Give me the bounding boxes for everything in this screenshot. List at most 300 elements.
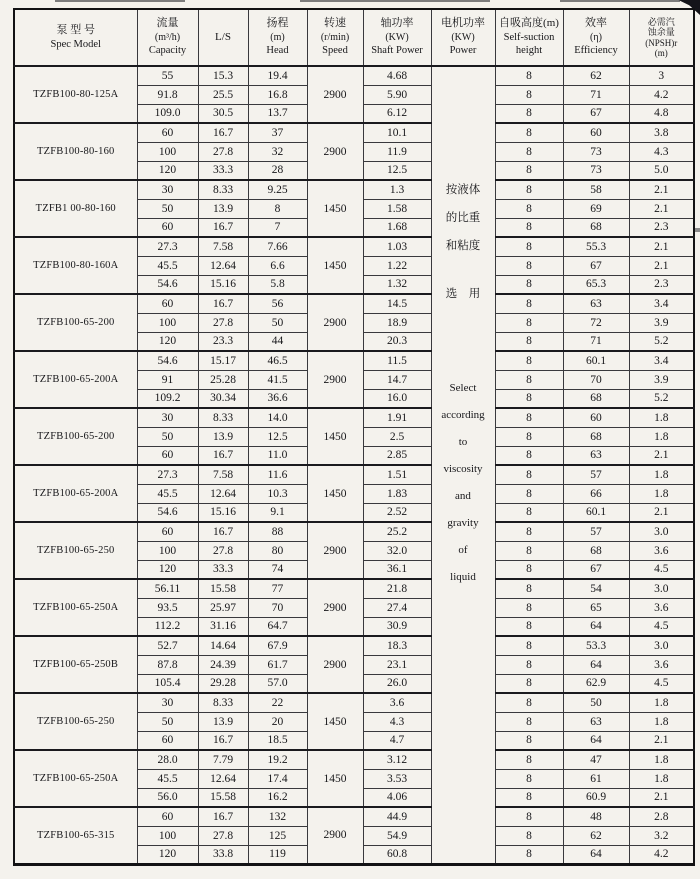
capacity-cell: 54.6 <box>137 275 198 294</box>
shaft-power-cell: 5.90 <box>363 85 431 104</box>
ls-cell: 33.3 <box>198 161 248 180</box>
header-head <box>248 9 307 66</box>
model-cell: TZFB100-65-200 <box>14 294 137 351</box>
capacity-cell: 87.8 <box>137 655 198 674</box>
speed-cell: 2900 <box>307 522 363 579</box>
power-note-zh <box>432 176 495 308</box>
ls-cell: 15.16 <box>198 503 248 522</box>
head-cell: 12.5 <box>248 427 307 446</box>
efficiency-cell: 64 <box>563 845 629 864</box>
ls-cell: 33.3 <box>198 560 248 579</box>
scan-artifact-line <box>560 0 680 2</box>
shaft-power-cell: 1.51 <box>363 465 431 484</box>
table-row <box>14 636 694 655</box>
header-model-zh: 泵 型 号 <box>56 24 95 36</box>
shaft-power-cell: 16.0 <box>363 389 431 408</box>
shaft-power-cell: 2.85 <box>363 446 431 465</box>
header-capacity-zh: 流量 <box>156 17 179 30</box>
ls-cell: 15.58 <box>198 788 248 807</box>
suction-cell: 8 <box>495 484 563 503</box>
header-head-unit: (m) <box>270 31 285 43</box>
speed-cell: 1450 <box>307 693 363 750</box>
head-cell: 44 <box>248 332 307 351</box>
shaft-power-cell: 14.5 <box>363 294 431 313</box>
model-cell: TZFB100-65-250A <box>14 579 137 636</box>
head-cell: 50 <box>248 313 307 332</box>
shaft-power-cell: 44.9 <box>363 807 431 826</box>
capacity-cell: 60 <box>137 218 198 237</box>
npsh-cell: 1.8 <box>629 693 694 712</box>
npsh-cell: 3.4 <box>629 294 694 313</box>
ls-cell: 24.39 <box>198 655 248 674</box>
efficiency-cell: 64 <box>563 731 629 750</box>
shaft-power-cell: 18.3 <box>363 636 431 655</box>
table-row <box>14 123 694 142</box>
efficiency-cell: 71 <box>563 85 629 104</box>
model-cell: TZFB100-65-250 <box>14 693 137 750</box>
shaft-power-cell: 54.9 <box>363 826 431 845</box>
ls-cell: 8.33 <box>198 180 248 199</box>
header-shaft-unit: (KW) <box>385 31 409 43</box>
ls-cell: 12.64 <box>198 484 248 503</box>
shaft-power-cell: 36.1 <box>363 560 431 579</box>
suction-cell: 8 <box>495 845 563 864</box>
efficiency-cell: 70 <box>563 370 629 389</box>
suction-cell: 8 <box>495 370 563 389</box>
header-eff-zh: 效率 <box>585 17 607 30</box>
efficiency-cell: 67 <box>563 560 629 579</box>
power-note-line: of <box>458 544 468 556</box>
speed-cell: 2900 <box>307 579 363 636</box>
ls-cell: 13.9 <box>198 199 248 218</box>
power-note-line: according <box>441 409 485 421</box>
npsh-cell: 2.1 <box>629 199 694 218</box>
npsh-cell: 2.1 <box>629 503 694 522</box>
npsh-cell: 4.2 <box>629 85 694 104</box>
shaft-power-cell: 3.53 <box>363 769 431 788</box>
efficiency-cell: 62 <box>563 826 629 845</box>
npsh-cell: 2.8 <box>629 807 694 826</box>
efficiency-cell: 50 <box>563 693 629 712</box>
scan-artifact-line <box>300 0 490 2</box>
shaft-power-cell: 4.68 <box>363 66 431 85</box>
capacity-cell: 100 <box>137 541 198 560</box>
capacity-cell: 100 <box>137 142 198 161</box>
suction-cell: 8 <box>495 807 563 826</box>
capacity-cell: 45.5 <box>137 484 198 503</box>
head-cell: 56 <box>248 294 307 313</box>
head-cell: 11.6 <box>248 465 307 484</box>
npsh-cell: 4.5 <box>629 560 694 579</box>
suction-cell: 8 <box>495 636 563 655</box>
suction-cell: 8 <box>495 123 563 142</box>
ls-cell: 23.3 <box>198 332 248 351</box>
table-header <box>14 9 694 66</box>
header-suction-zh: 自吸高度(m) <box>499 17 559 30</box>
header-npsh-unit: (m) <box>654 48 668 58</box>
shaft-power-cell: 32.0 <box>363 541 431 560</box>
shaft-power-cell: 30.9 <box>363 617 431 636</box>
suction-cell: 8 <box>495 313 563 332</box>
efficiency-cell: 73 <box>563 161 629 180</box>
model-cell: TZFB100-80-160 <box>14 123 137 180</box>
suction-cell: 8 <box>495 332 563 351</box>
header-head-zh: 扬程 <box>266 17 289 30</box>
npsh-cell: 1.8 <box>629 769 694 788</box>
table-row <box>14 408 694 427</box>
header-npsh-zh1: 必需汽 <box>647 16 675 27</box>
capacity-cell: 30 <box>137 408 198 427</box>
ls-cell: 16.7 <box>198 123 248 142</box>
npsh-cell: 3.0 <box>629 522 694 541</box>
power-note-line: and <box>455 490 471 502</box>
model-cell: TZFB100-65-315 <box>14 807 137 864</box>
shaft-power-cell: 4.7 <box>363 731 431 750</box>
ls-cell: 25.5 <box>198 85 248 104</box>
head-cell: 132 <box>248 807 307 826</box>
efficiency-cell: 67 <box>563 256 629 275</box>
head-cell: 74 <box>248 560 307 579</box>
npsh-cell: 1.8 <box>629 427 694 446</box>
speed-cell: 2900 <box>307 123 363 180</box>
ls-cell: 16.7 <box>198 731 248 750</box>
efficiency-cell: 68 <box>563 218 629 237</box>
efficiency-cell: 66 <box>563 484 629 503</box>
capacity-cell: 93.5 <box>137 598 198 617</box>
header-efficiency <box>563 9 629 66</box>
head-cell: 119 <box>248 845 307 864</box>
header-model <box>14 9 137 66</box>
shaft-power-cell: 27.4 <box>363 598 431 617</box>
speed-cell: 1450 <box>307 237 363 294</box>
head-cell: 7 <box>248 218 307 237</box>
ls-cell: 31.16 <box>198 617 248 636</box>
shaft-power-cell: 60.8 <box>363 845 431 864</box>
suction-cell: 8 <box>495 218 563 237</box>
capacity-cell: 45.5 <box>137 769 198 788</box>
npsh-cell: 3.6 <box>629 655 694 674</box>
shaft-power-cell: 1.03 <box>363 237 431 256</box>
ls-cell: 7.58 <box>198 237 248 256</box>
capacity-cell: 56.11 <box>137 579 198 598</box>
ls-cell: 14.64 <box>198 636 248 655</box>
speed-cell: 1450 <box>307 180 363 237</box>
npsh-cell: 2.1 <box>629 256 694 275</box>
model-cell: TZFB100-80-125A <box>14 66 137 123</box>
capacity-cell: 105.4 <box>137 674 198 693</box>
shaft-power-cell: 26.0 <box>363 674 431 693</box>
efficiency-cell: 63 <box>563 712 629 731</box>
table-body <box>14 66 694 864</box>
suction-cell: 8 <box>495 161 563 180</box>
header-shaft-power <box>363 9 431 66</box>
ls-cell: 30.34 <box>198 389 248 408</box>
npsh-cell: 3.9 <box>629 313 694 332</box>
power-note-line: gravity <box>447 517 479 529</box>
header-npsh-zh2: 蚀余量 <box>647 27 675 37</box>
ls-cell: 30.5 <box>198 104 248 123</box>
efficiency-cell: 47 <box>563 750 629 769</box>
head-cell: 6.6 <box>248 256 307 275</box>
efficiency-cell: 54 <box>563 579 629 598</box>
shaft-power-cell: 14.7 <box>363 370 431 389</box>
header-suction-en2: height <box>515 45 543 57</box>
suction-cell: 8 <box>495 104 563 123</box>
ls-cell: 16.7 <box>198 218 248 237</box>
ls-cell: 27.8 <box>198 541 248 560</box>
head-cell: 46.5 <box>248 351 307 370</box>
shaft-power-cell: 1.83 <box>363 484 431 503</box>
suction-cell: 8 <box>495 446 563 465</box>
efficiency-cell: 53.3 <box>563 636 629 655</box>
model-cell: TZFB1 00-80-160 <box>14 180 137 237</box>
head-cell: 16.8 <box>248 85 307 104</box>
capacity-cell: 60 <box>137 294 198 313</box>
head-cell: 16.2 <box>248 788 307 807</box>
suction-cell: 8 <box>495 579 563 598</box>
model-cell: TZFB100-65-200 <box>14 408 137 465</box>
head-cell: 22 <box>248 693 307 712</box>
table-row <box>14 237 694 256</box>
suction-cell: 8 <box>495 85 563 104</box>
npsh-cell: 3.8 <box>629 123 694 142</box>
header-speed-en: Speed <box>322 45 348 57</box>
npsh-cell: 1.8 <box>629 408 694 427</box>
efficiency-cell: 64 <box>563 655 629 674</box>
npsh-cell: 1.8 <box>629 712 694 731</box>
table-row <box>14 351 694 370</box>
head-cell: 18.5 <box>248 731 307 750</box>
header-suction-en1: Self-suction <box>503 31 555 43</box>
power-note-line: Select <box>449 382 477 394</box>
npsh-cell: 2.3 <box>629 218 694 237</box>
speed-cell: 2900 <box>307 636 363 693</box>
ls-cell: 15.58 <box>198 579 248 598</box>
pump-spec-table <box>13 8 695 866</box>
npsh-cell: 3.2 <box>629 826 694 845</box>
head-cell: 77 <box>248 579 307 598</box>
ls-cell: 29.28 <box>198 674 248 693</box>
shaft-power-cell: 3.12 <box>363 750 431 769</box>
suction-cell: 8 <box>495 294 563 313</box>
npsh-cell: 2.1 <box>629 788 694 807</box>
efficiency-cell: 68 <box>563 541 629 560</box>
suction-cell: 8 <box>495 427 563 446</box>
suction-cell: 8 <box>495 674 563 693</box>
suction-cell: 8 <box>495 351 563 370</box>
head-cell: 37 <box>248 123 307 142</box>
npsh-cell: 2.1 <box>629 180 694 199</box>
head-cell: 36.6 <box>248 389 307 408</box>
ls-cell: 8.33 <box>198 693 248 712</box>
capacity-cell: 120 <box>137 161 198 180</box>
head-cell: 67.9 <box>248 636 307 655</box>
speed-cell: 2900 <box>307 807 363 864</box>
capacity-cell: 60 <box>137 123 198 142</box>
suction-cell: 8 <box>495 66 563 85</box>
capacity-cell: 120 <box>137 332 198 351</box>
capacity-cell: 100 <box>137 313 198 332</box>
head-cell: 9.25 <box>248 180 307 199</box>
head-cell: 8 <box>248 199 307 218</box>
suction-cell: 8 <box>495 199 563 218</box>
head-cell: 5.8 <box>248 275 307 294</box>
suction-cell: 8 <box>495 750 563 769</box>
suction-cell: 8 <box>495 731 563 750</box>
capacity-cell: 54.6 <box>137 351 198 370</box>
efficiency-cell: 61 <box>563 769 629 788</box>
head-cell: 13.7 <box>248 104 307 123</box>
capacity-cell: 30 <box>137 180 198 199</box>
shaft-power-cell: 6.12 <box>363 104 431 123</box>
header-npsh-en: (NPSH)r <box>645 37 678 48</box>
capacity-cell: 109.0 <box>137 104 198 123</box>
speed-cell: 1450 <box>307 750 363 807</box>
capacity-cell: 30 <box>137 693 198 712</box>
efficiency-cell: 60 <box>563 123 629 142</box>
capacity-cell: 54.6 <box>137 503 198 522</box>
efficiency-cell: 62 <box>563 66 629 85</box>
power-note-line: 和粘度 <box>445 240 481 252</box>
head-cell: 17.4 <box>248 769 307 788</box>
npsh-cell: 2.3 <box>629 275 694 294</box>
efficiency-cell: 60.9 <box>563 788 629 807</box>
model-cell: TZFB100-65-250B <box>14 636 137 693</box>
shaft-power-cell: 3.6 <box>363 693 431 712</box>
efficiency-cell: 63 <box>563 446 629 465</box>
table-row <box>14 693 694 712</box>
suction-cell: 8 <box>495 769 563 788</box>
npsh-cell: 3 <box>629 66 694 85</box>
ls-cell: 13.9 <box>198 427 248 446</box>
efficiency-cell: 58 <box>563 180 629 199</box>
head-cell: 57.0 <box>248 674 307 693</box>
header-capacity-unit: (m³/h) <box>154 31 181 43</box>
suction-cell: 8 <box>495 389 563 408</box>
ls-cell: 15.17 <box>198 351 248 370</box>
suction-cell: 8 <box>495 408 563 427</box>
head-cell: 28 <box>248 161 307 180</box>
head-cell: 19.2 <box>248 750 307 769</box>
shaft-power-cell: 21.8 <box>363 579 431 598</box>
capacity-cell: 50 <box>137 427 198 446</box>
header-head-en: Head <box>266 45 289 57</box>
shaft-power-cell: 23.1 <box>363 655 431 674</box>
shaft-power-cell: 20.3 <box>363 332 431 351</box>
npsh-cell: 1.8 <box>629 484 694 503</box>
header-shaft-zh: 轴功率 <box>380 17 414 30</box>
efficiency-cell: 65 <box>563 598 629 617</box>
header-suction <box>495 9 563 66</box>
header-capacity <box>137 9 198 66</box>
efficiency-cell: 63 <box>563 294 629 313</box>
head-cell: 14.0 <box>248 408 307 427</box>
shaft-power-cell: 11.5 <box>363 351 431 370</box>
header-ls <box>198 9 248 66</box>
ls-cell: 27.8 <box>198 142 248 161</box>
shaft-power-cell: 4.06 <box>363 788 431 807</box>
capacity-cell: 109.2 <box>137 389 198 408</box>
npsh-cell: 3.0 <box>629 579 694 598</box>
speed-cell: 1450 <box>307 408 363 465</box>
head-cell: 41.5 <box>248 370 307 389</box>
header-speed <box>307 9 363 66</box>
capacity-cell: 52.7 <box>137 636 198 655</box>
suction-cell: 8 <box>495 503 563 522</box>
power-note-line: 的比重 <box>445 212 481 224</box>
efficiency-cell: 62.9 <box>563 674 629 693</box>
capacity-cell: 120 <box>137 845 198 864</box>
ls-cell: 16.7 <box>198 294 248 313</box>
header-power-unit: (KW) <box>451 31 475 43</box>
efficiency-cell: 55.3 <box>563 237 629 256</box>
npsh-cell: 5.2 <box>629 389 694 408</box>
ls-cell: 15.16 <box>198 275 248 294</box>
ls-cell: 25.28 <box>198 370 248 389</box>
scan-artifact-line <box>55 0 185 2</box>
power-note-line: liquid <box>450 571 476 583</box>
header-motor-power <box>431 9 495 66</box>
npsh-cell: 3.0 <box>629 636 694 655</box>
shaft-power-cell: 1.68 <box>363 218 431 237</box>
ls-cell: 15.3 <box>198 66 248 85</box>
header-eff-unit: (η) <box>590 31 602 43</box>
shaft-power-cell: 1.58 <box>363 199 431 218</box>
table-row <box>14 522 694 541</box>
suction-cell: 8 <box>495 617 563 636</box>
head-cell: 88 <box>248 522 307 541</box>
table-row <box>14 294 694 313</box>
capacity-cell: 60 <box>137 807 198 826</box>
efficiency-cell: 64 <box>563 617 629 636</box>
header-eff-en: Efficiency <box>574 45 618 57</box>
npsh-cell: 1.8 <box>629 750 694 769</box>
efficiency-cell: 69 <box>563 199 629 218</box>
model-cell: TZFB100-65-200A <box>14 465 137 522</box>
speed-cell: 2900 <box>307 351 363 408</box>
shaft-power-cell: 11.9 <box>363 142 431 161</box>
power-note-line: viscosity <box>443 463 483 475</box>
capacity-cell: 60 <box>137 522 198 541</box>
efficiency-cell: 60.1 <box>563 503 629 522</box>
header-shaft-en: Shaft Power <box>371 45 423 57</box>
model-cell: TZFB100-65-250 <box>14 522 137 579</box>
head-cell: 125 <box>248 826 307 845</box>
suction-cell: 8 <box>495 560 563 579</box>
shaft-power-cell: 12.5 <box>363 161 431 180</box>
capacity-cell: 55 <box>137 66 198 85</box>
ls-cell: 16.7 <box>198 807 248 826</box>
suction-cell: 8 <box>495 598 563 617</box>
speed-cell: 1450 <box>307 465 363 522</box>
ls-cell: 13.9 <box>198 712 248 731</box>
header-ls-label: L/S <box>215 30 231 43</box>
capacity-cell: 27.3 <box>137 237 198 256</box>
head-cell: 19.4 <box>248 66 307 85</box>
header-npsh <box>629 9 694 66</box>
efficiency-cell: 73 <box>563 142 629 161</box>
ls-cell: 12.64 <box>198 769 248 788</box>
shaft-power-cell: 18.9 <box>363 313 431 332</box>
table-row <box>14 66 694 85</box>
model-cell: TZFB100-80-160A <box>14 237 137 294</box>
shaft-power-cell: 25.2 <box>363 522 431 541</box>
npsh-cell: 2.1 <box>629 731 694 750</box>
head-cell: 61.7 <box>248 655 307 674</box>
header-model-en: Spec Model <box>50 38 101 50</box>
speed-cell: 2900 <box>307 294 363 351</box>
capacity-cell: 50 <box>137 712 198 731</box>
